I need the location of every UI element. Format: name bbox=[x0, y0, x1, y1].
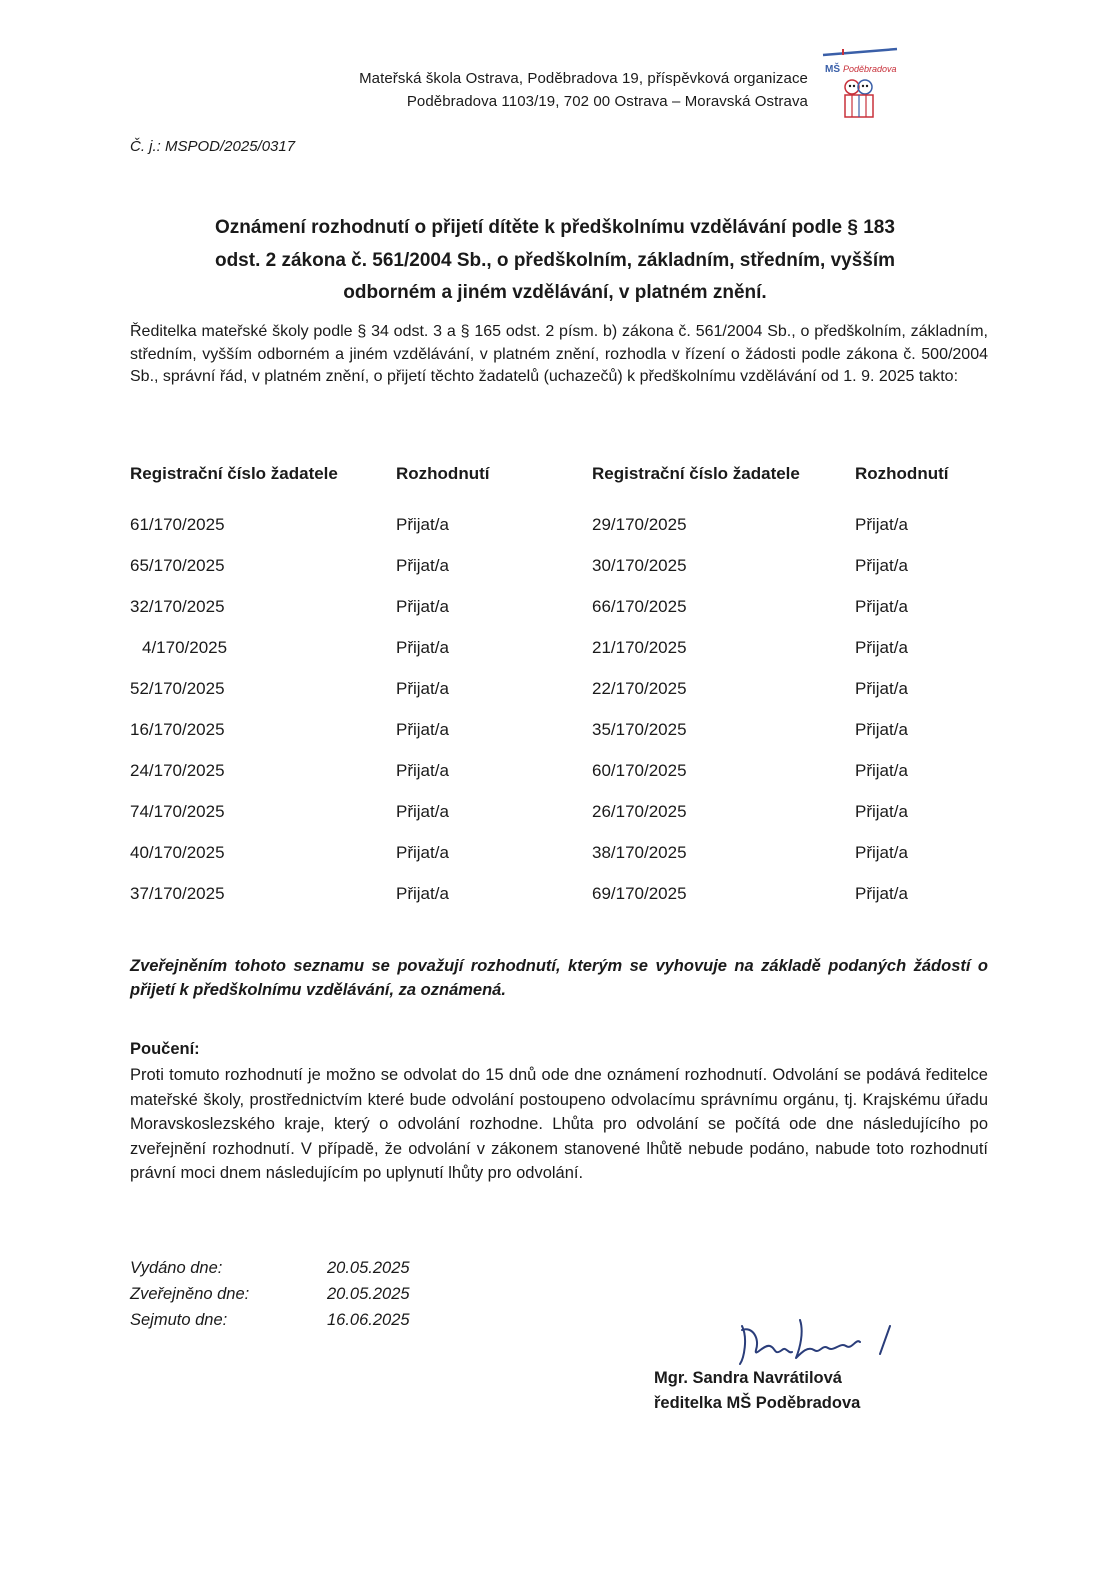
table-cell-decision-right: Přijat/a bbox=[855, 720, 908, 739]
table-cell-reg-number-right: 26/170/2025 bbox=[592, 802, 687, 821]
date-value-removed: 16.06.2025 bbox=[327, 1311, 410, 1329]
table-cell-decision-left: Přijat/a bbox=[396, 556, 449, 575]
table-cell-reg-number-left: 65/170/2025 bbox=[130, 556, 225, 575]
school-address: Poděbradova 1103/19, 702 00 Ostrava – Moravská Ostrava bbox=[406, 93, 808, 110]
table-cell-reg-number-left: 74/170/2025 bbox=[130, 802, 225, 821]
table-cell-decision-left: Přijat/a bbox=[396, 884, 449, 903]
date-value-issued: 20.05.2025 bbox=[327, 1259, 410, 1277]
table-cell-decision-right: Přijat/a bbox=[855, 679, 908, 698]
publication-statement: Zveřejněním tohoto seznamu se považují rozhodnutí, kterým se vyhovuje na základě podaných žádostí o přijetí k předškolnímu vzdělávání, za oznámená. bbox=[130, 957, 988, 999]
table-header-reg-number-1: Registrační číslo žadatele bbox=[130, 464, 338, 483]
table-cell-reg-number-right: 66/170/2025 bbox=[592, 597, 687, 616]
table-cell-decision-left: Přijat/a bbox=[396, 843, 449, 862]
signatory-name: Mgr. Sandra Navrátilová bbox=[654, 1369, 842, 1387]
table-cell-reg-number-left: 52/170/2025 bbox=[130, 679, 225, 698]
table-cell-reg-number-right: 30/170/2025 bbox=[592, 556, 687, 575]
table-cell-reg-number-right: 21/170/2025 bbox=[592, 638, 687, 657]
reference-number: Č. j.: MSPOD/2025/0317 bbox=[130, 138, 296, 155]
table-cell-reg-number-right: 38/170/2025 bbox=[592, 843, 687, 862]
table-cell-decision-left: Přijat/a bbox=[396, 679, 449, 698]
table-cell-reg-number-right: 35/170/2025 bbox=[592, 720, 687, 739]
table-cell-decision-right: Přijat/a bbox=[855, 802, 908, 821]
document-title-line-2: odst. 2 zákona č. 561/2004 Sb., o předškolním, základním, středním, vyšším bbox=[214, 250, 896, 271]
table-cell-decision-right: Přijat/a bbox=[855, 638, 908, 657]
svg-text:MŠ: MŠ bbox=[825, 64, 840, 75]
table-cell-reg-number-left: 61/170/2025 bbox=[130, 515, 225, 534]
school-logo bbox=[815, 45, 905, 127]
signatory-role: ředitelka MŠ Poděbradova bbox=[654, 1394, 861, 1412]
instruction-body: Proti tomuto rozhodnutí je možno se odvolat do 15 dnů ode dne oznámení rozhodnutí. Odvolání se podává ředitelce mateřské školy, prostřednictvím které bude odvolání postoupeno odvolacímu správnímu orgánu, tj. Krajskému úřadu Moravskoslezského kraje, který o odvolání rozhodne. Lhůta pro odvolání se počítá ode dne následujícího po zveřejnění rozhodnutí. V případě, že odvolání v zákonem stanovené lhůtě nebude podáno, nabude toto rozhodnutí právní moci dnem následujícím po uplynutí lhůty pro odvolání. bbox=[130, 1066, 988, 1182]
table-header-decision-2: Rozhodnutí bbox=[855, 464, 949, 483]
instruction-heading: Poučení: bbox=[130, 1040, 200, 1058]
table-cell-decision-left: Přijat/a bbox=[396, 761, 449, 780]
table-cell-reg-number-left: 32/170/2025 bbox=[130, 597, 225, 616]
document-title-line-3: odborném a jiném vzdělávání, v platném znění. bbox=[343, 282, 767, 303]
table-cell-reg-number-left: 40/170/2025 bbox=[130, 843, 225, 862]
table-cell-decision-right: Přijat/a bbox=[855, 761, 908, 780]
table-cell-reg-number-left: 37/170/2025 bbox=[130, 884, 225, 903]
date-value-published: 20.05.2025 bbox=[327, 1285, 410, 1303]
date-label-removed: Sejmuto dne: bbox=[130, 1311, 228, 1329]
table-cell-reg-number-left: 4/170/2025 bbox=[142, 638, 228, 657]
intro-paragraph: Ředitelka mateřské školy podle § 34 odst. 3 a § 165 odst. 2 písm. b) zákona č. 561/2004 Sb., o předškolním, základním, středním, vyšším odborném a jiném vzdělávání, v platném znění, rozhodla v řízení o žádosti podle zákona č. 500/2004 Sb., správní řád, v platném znění, o přijetí těchto žadatelů (uchazečů) k předškolnímu vzdělávání od 1. 9. 2025 takto: bbox=[130, 323, 988, 385]
table-cell-reg-number-right: 29/170/2025 bbox=[592, 515, 687, 534]
table-cell-reg-number-left: 24/170/2025 bbox=[130, 761, 225, 780]
date-label-published: Zveřejněno dne: bbox=[130, 1285, 250, 1303]
table-cell-reg-number-right: 60/170/2025 bbox=[592, 761, 687, 780]
svg-text:Poděbradova: Poděbradova bbox=[843, 64, 897, 74]
table-header-decision-1: Rozhodnutí bbox=[396, 464, 490, 483]
table-cell-reg-number-right: 69/170/2025 bbox=[592, 884, 687, 903]
date-label-issued: Vydáno dne: bbox=[130, 1259, 223, 1277]
table-cell-decision-left: Přijat/a bbox=[396, 638, 449, 657]
logo-graphic bbox=[815, 45, 905, 127]
document-title-line-1: Oznámení rozhodnutí o přijetí dítěte k předškolnímu vzdělávání podle § 183 bbox=[215, 217, 895, 238]
table-cell-decision-left: Přijat/a bbox=[396, 720, 449, 739]
table-cell-reg-number-right: 22/170/2025 bbox=[592, 679, 687, 698]
table-cell-decision-right: Přijat/a bbox=[855, 884, 908, 903]
table-cell-decision-left: Přijat/a bbox=[396, 515, 449, 534]
table-header-reg-number-2: Registrační číslo žadatele bbox=[592, 464, 800, 483]
table-cell-decision-right: Přijat/a bbox=[855, 843, 908, 862]
table-cell-decision-left: Přijat/a bbox=[396, 802, 449, 821]
school-name: Mateřská škola Ostrava, Poděbradova 19, příspěvková organizace bbox=[359, 70, 808, 87]
table-cell-decision-right: Přijat/a bbox=[855, 556, 908, 575]
table-cell-decision-right: Přijat/a bbox=[855, 597, 908, 616]
table-cell-decision-left: Přijat/a bbox=[396, 597, 449, 616]
table-cell-reg-number-left: 16/170/2025 bbox=[130, 720, 225, 739]
table-cell-decision-right: Přijat/a bbox=[855, 515, 908, 534]
